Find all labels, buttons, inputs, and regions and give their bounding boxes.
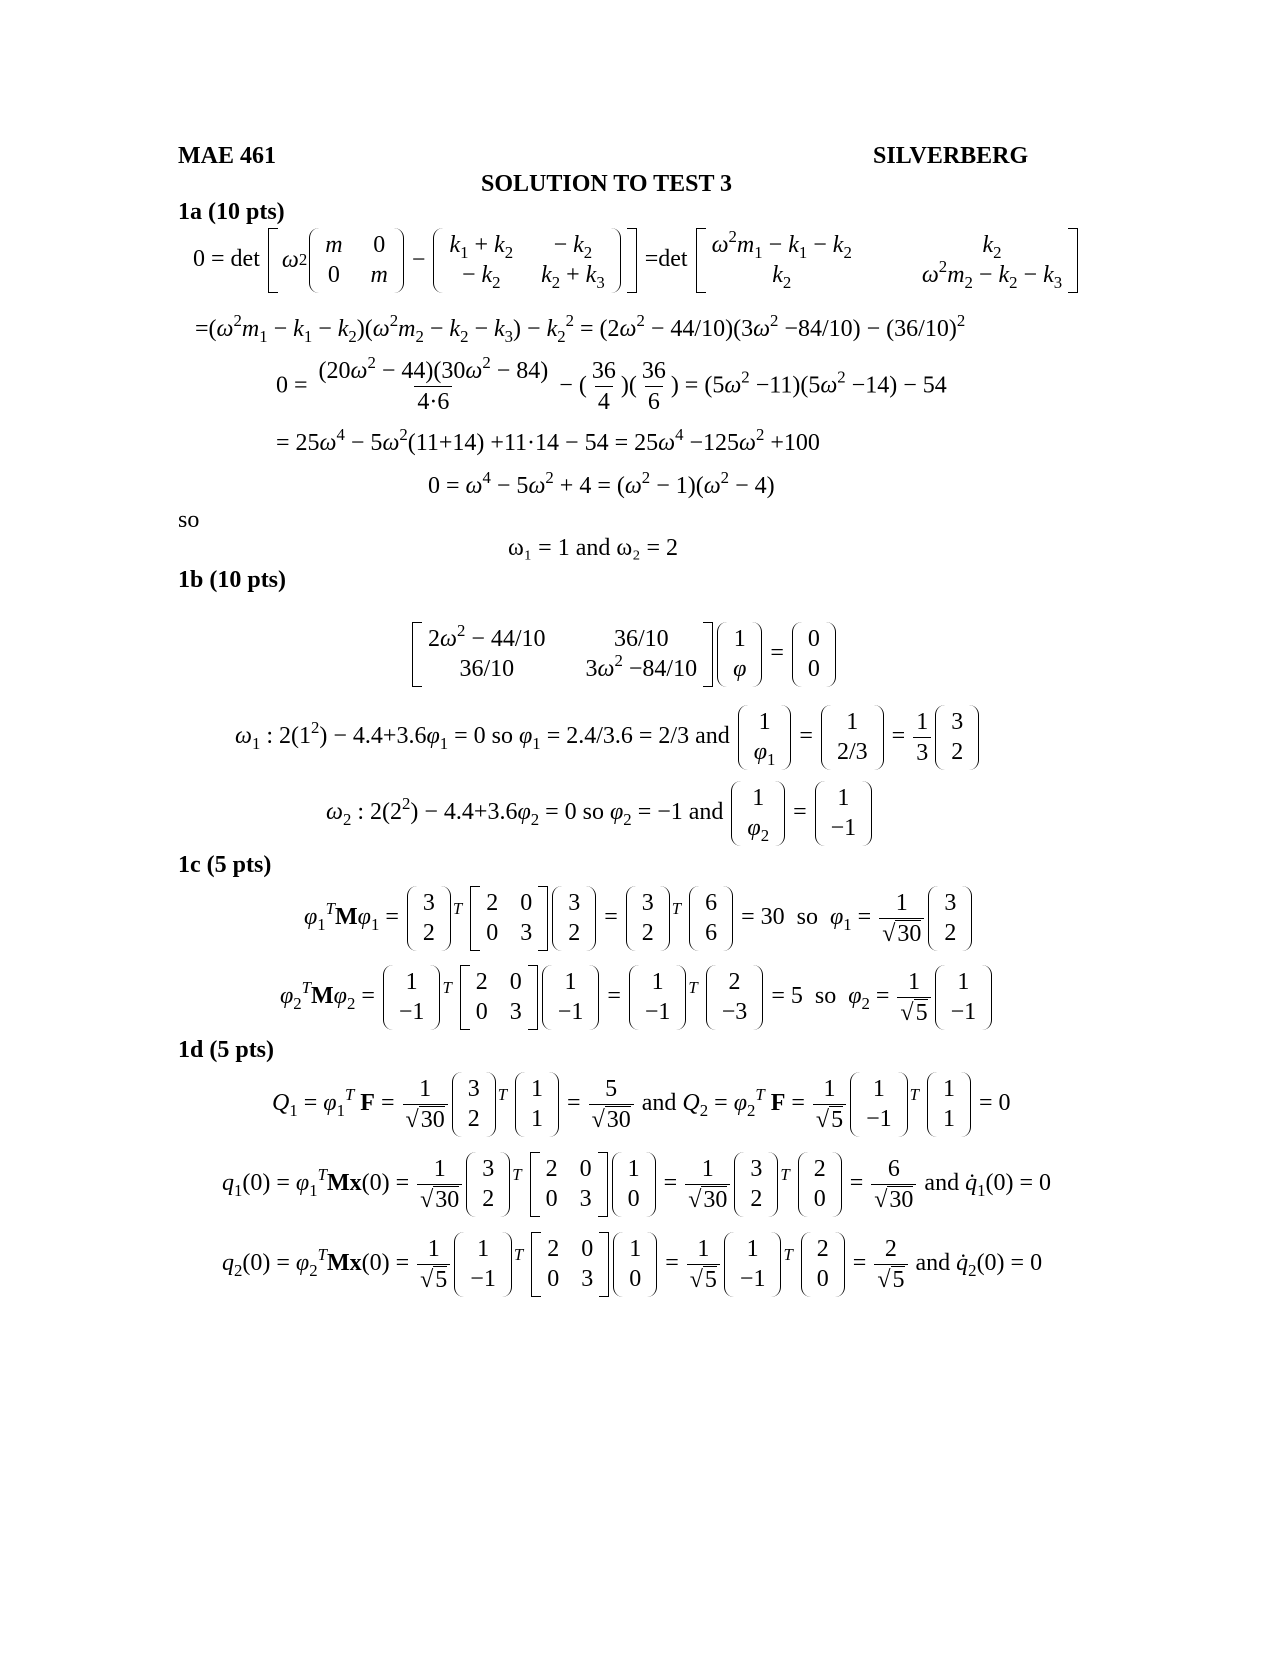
course-code: MAE 461 [178,143,276,169]
equation-1a-line5: $0 = \omega^4 - 5\omega^2 + 4 = (\omega^2 - 1)(\omega^2 - 4)$ [428,467,775,499]
author-name: SILVERBERG [873,143,1029,169]
equation-1d-line2: $q_1(0) = \varphi_1^TMx(0)$ = $\frac{1}{√30}$ 3 2 $^T$ 2 0 0 3 1 0 = $\frac{1}{√30}$ 3 2 $^T$ 2 0 = $\frac{6}{√30}$ and $q̇_1(0) = 0$ [222,1152,1051,1217]
omega-result: ω₁ = 1 and ω₂ = 2 [508,535,679,561]
equation-1b-omega1: $\omega_1$ : $2(1^2) - 4.4+3.6\varphi_1 = 0$ so $\varphi_1 = 2.4/3.6 = 2/3$ and 1 $\varphi_1$ = 1 2/3 = $\frac{1}{3}$ 3 2 [235,705,981,770]
section-1b-heading: 1b (10 pts) [178,567,287,593]
section-1a-heading: 1a (10 pts) [178,199,285,225]
text-so: so [178,507,200,533]
section-1c-heading: 1c (5 pts) [178,852,272,878]
equation-1a-line2: $=(\omega^2m_1 - k_1 - k_2)(\omega^2m_2 - k_2 - k_3) - k_2^2 = (2\omega^2 - 44/10)(3\omega^2 -84/10) - (36/10)^2$ [195,310,966,346]
page-title: SOLUTION TO TEST 3 [481,171,733,197]
equation-1d-line1: $Q_1 = \varphi_1^T$ F = $\frac{1}{√30}$ 3 2 $^T$ 1 1 = $\frac{5}{√30}$ and $Q_2 = \varphi_2^T$ F = $\frac{1}{√5}$ 1 −1 $^T$ 1 1 = 0 [272,1072,1011,1137]
equation-1a-line3: 0 = $\frac{(20\omega^2 - 44)(30\omega^2 - 84)}{4\cdot 6}$ − ( $\frac{36}{4}$ )( $\frac{36}{6}$ ) = $(5\omega^2 -11)(5\omega^2 -14) - 54$ [276,352,947,416]
equation-1c-line2: $\varphi_2^TM\varphi_2$ = 1 −1 $^T$ 2 0 0 3 1 −1 = 1 −1 $^T$ 2 −3 = 5 so $\varphi_2$ = $\frac{1}{√5}$ 1 −1 [280,965,994,1030]
equation-1a-line1: 0 = det ω 2 m 0 0 m − $k_1 + k_2$ − $k_2$ − $k_2$ $k_2 + k_3$ =det $\omega^2m_1 - k_1 - k_2$ $k_2$ $k_2$ $\omega^2m_2 - k_2 - k_3$ [193,228,1080,293]
equation-1c-line1: $\varphi_1^TM\varphi_1$ = 3 2 $^T$ 2 0 0 3 3 2 = 3 2 $^T$ 6 6 = 30 so $\varphi_1$ = $\frac{1}{√30}$ 3 2 [304,886,974,951]
equation-1a-line4: = $25\omega^4 - 5\omega^2(11+14) +11\cdot 14 - 54 = 25\omega^4 -125\omega^2 +100$ [276,424,820,456]
section-1d-heading: 1d (5 pts) [178,1037,275,1063]
equation-1b-omega2: $\omega_2$ : $2(2^2) - 4.4+3.6\varphi_2 = 0$ so $\varphi_2 = -1$ and 1 $\varphi_2$ = 1 −1 [326,781,874,846]
equation-1b-matrix: $2\omega^2 - 44/10$ 36/10 36/10 $3\omega^2 -84/10$ 1 φ = 0 0 [410,622,838,687]
equation-1d-line3: $q_2(0) = \varphi_2^TMx(0)$ = $\frac{1}{√5}$ 1 −1 $^T$ 2 0 0 3 1 0 = $\frac{1}{√5}$ 1 −1 $^T$ 2 0 = $\frac{2}{√5}$ and $q̇_2(0) = 0$ [222,1232,1042,1297]
